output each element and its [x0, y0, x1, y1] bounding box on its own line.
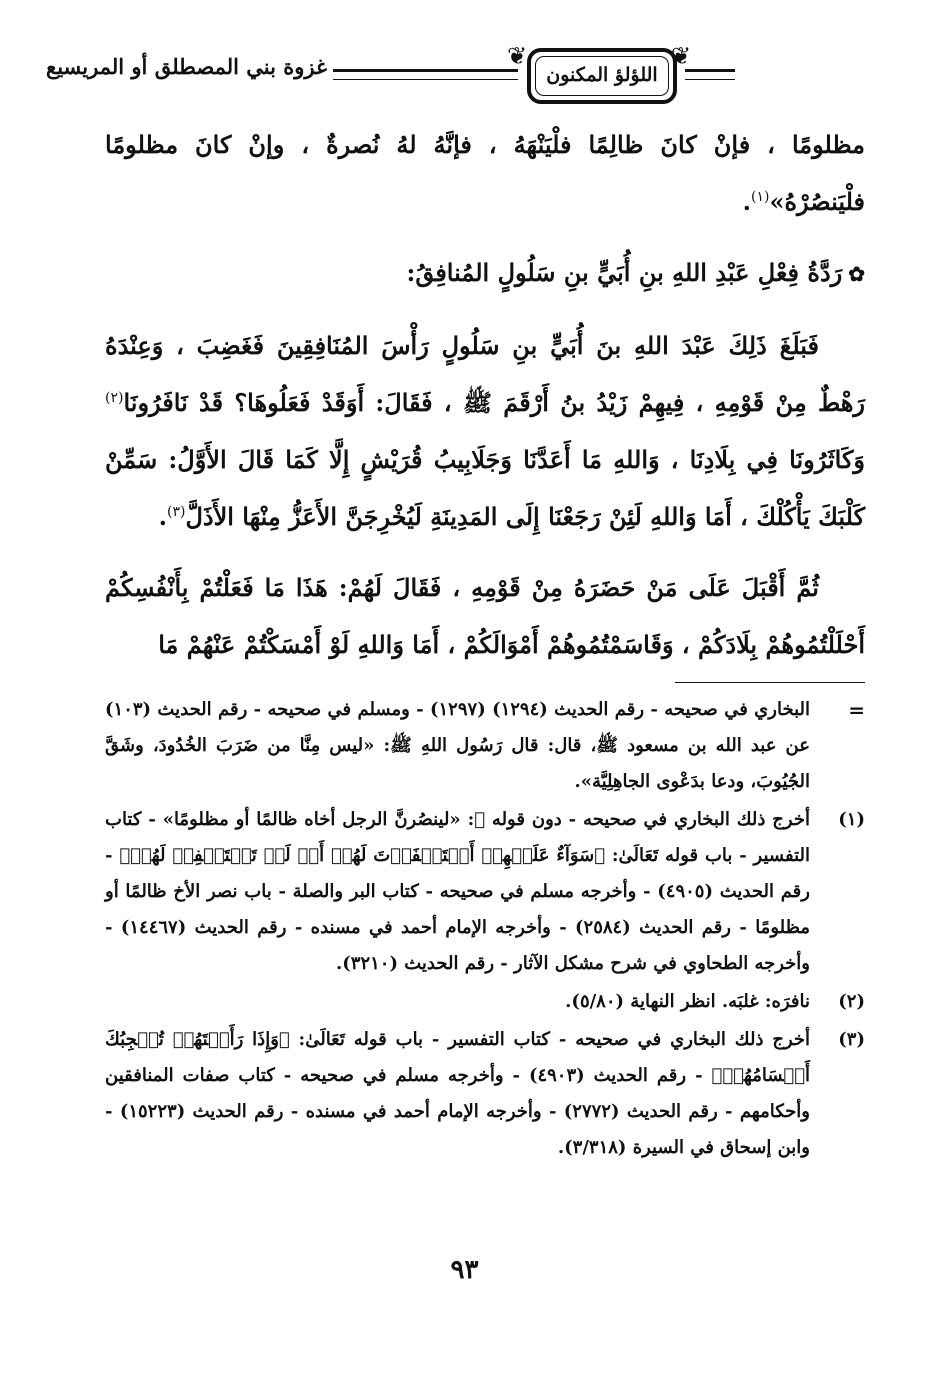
footnote-text: أخرج ذلك البخاري في صحيحه - دون قوله ﷺ: «لينصُرنَّ الرجل أخاه ظالمًا أو مظلومًا» - كتاب التفسير - باب قوله تَعَالَىٰ: ﴿سَوَآءٌ عَلَيۡهِمۡ أَسۡتَغۡفَرۡتَ لَهُمۡ أَمۡ لَمۡ تَسۡتَغۡفِرۡ لَهُمۡ﴾ - رقم الحديث (٤٩٠٥) - وأخرجه مسلم في صحيحه - كتاب البر والصلة - باب نصر الأخ ظالمًا أو مظلومًا - رقم الحديث (٢٥٨٤) - وأخرجه الإمام أحمد في مسنده - رقم الحديث (١٤٤٦٧) - وأخرجه الطحاوي في شرح مشكل الآثار - رقم الحديث (٣٢١٠). — [105, 809, 810, 974]
footnote-text: البخاري في صحيحه - رقم الحديث (١٢٩٤) (١٢٩٧) - ومسلم في صحيحه - رقم الحديث (١٠٣) عن عبد الله بن مسعود ﷺ، قال: قال رَسُول اللهِ ﷺ: «ليس مِنَّا من ضَرَبَ الخُدُودَ، وشَقَّ الجُيُوبَ، ودعا بدَعْوى الجاهِلِيَّة». — [105, 699, 810, 792]
footnote-item — [105, 984, 865, 1020]
paragraph-text: فَبَلَغَ ذَلِكَ عَبْدَ اللهِ بنَ أُبَيٍّ بنِ سَلُولٍ رَأْسَ المُنَافِقِينَ فَغَضِبَ ، وَعِنْدَهُ رَهْطٌ مِنْ قَوْمِهِ ، فِيهِمْ زَيْدُ بنُ أَرْقَمَ ﷺ ، فَقَالَ: أَوَقَدْ فَعَلُوهَا؟ قَدْ نَافَرُونَا — [105, 331, 865, 417]
footnote-number: (٢) — [838, 991, 865, 1012]
footnote-item — [105, 802, 865, 982]
paragraph-text: ثُمَّ أَقْبَلَ عَلَى مَنْ حَضَرَهُ مِنْ قَوْمِهِ ، فَقَالَ لَهُمْ: هَذَا مَا فَعَلْتُمْ بِأَنْفُسِكُمْ أَحْلَلْتُمُوهُمْ بِلَادَكُمْ ، وَقَاسَمْتُمُوهُمْ أَمْوَالَكُمْ ، أَمَا وَاللهِ لَوْ أَمْسَكْتُمْ عَنْهُمْ مَا — [105, 573, 865, 659]
footnote-divider — [675, 682, 865, 683]
footnote-ref: (٣) — [166, 504, 186, 520]
chapter-title: غزوة بني المصطلق أو المريسيع — [46, 54, 327, 79]
footnote-ref: (١) — [751, 189, 770, 205]
header-rule-left — [333, 69, 518, 80]
footnote-text: نافرَه: غلبَه. انظر النهاية (٥/٨٠). — [565, 991, 810, 1012]
footnote-number: (٣) — [838, 1029, 865, 1050]
footnote-number: = — [848, 698, 865, 722]
punctuation: . — [158, 502, 167, 531]
flower-bullet-icon: ✿ — [848, 262, 865, 286]
paragraph-text: وَكَاثَرُونَا فِي بِلَادِنَا ، وَاللهِ مَا أَعَدَّنَا وَجَلَابِيبُ قُرَيْشٍ إِلَّا كَمَا قَالَ الأَوَّلُ: سَمِّنْ كَلْبَكَ يَأْكُلْكَ ، أَمَا وَاللهِ لَئِنْ رَجَعْنَا إِلَى المَدِينَةِ لَيُخْرِجَنَّ الأَعَزُّ مِنْهَا الأَذَلَّ — [105, 445, 865, 531]
floral-ornament-icon: ❦ — [507, 42, 528, 70]
footnotes — [105, 692, 865, 1166]
paragraph-text: مظلومًا ، فإنْ كانَ ظالِمًا فلْيَنْهَهُ ، فإنَّهُ لهُ نُصرةٌ ، وإنْ كانَ مظلومًا فلْيَنصُرْهُ» — [105, 130, 865, 216]
footnote-text: أخرج ذلك البخاري في صحيحه - كتاب التفسير - باب قوله تَعَالَىٰ: ﴿وَإِذَا رَأَيۡتَهُمۡ تُعۡجِبُكَ أَجۡسَامُهُمۡ﴾ - رقم الحديث (٤٩٠٣) - وأخرجه مسلم في صحيحه - كتاب صفات المنافقين وأحكامهم - رقم الحديث (٢٧٧٢) - وأخرجه الإمام أحمد في مسنده - رقم الحديث (١٥٢٢٣) - وابن إسحاق في السيرة (٣/٣١٨). — [105, 1029, 811, 1158]
page-number: ٩٣ — [450, 1255, 479, 1285]
continued-paragraph — [105, 116, 865, 230]
main-text — [105, 116, 865, 673]
paragraph — [105, 317, 865, 545]
footnote-item — [105, 1022, 865, 1166]
paragraph — [105, 559, 865, 673]
punctuation: . — [742, 187, 751, 216]
footnote-ref: (٢) — [105, 390, 124, 406]
section-heading-text: رَدَّةُ فِعْلِ عَبْدِ اللهِ بنِ أُبَيٍّ بنِ سَلُولٍ المُنافِقُ: — [406, 258, 843, 287]
book-title: اللؤلؤ المكنون — [546, 64, 658, 86]
header-rule-right — [685, 69, 735, 80]
book-title-frame — [527, 48, 677, 104]
floral-ornament-icon: ❦ — [671, 42, 692, 70]
footnote-item — [105, 692, 865, 800]
footnote-number: (١) — [838, 809, 865, 830]
section-heading — [105, 244, 865, 303]
running-header — [46, 40, 865, 110]
